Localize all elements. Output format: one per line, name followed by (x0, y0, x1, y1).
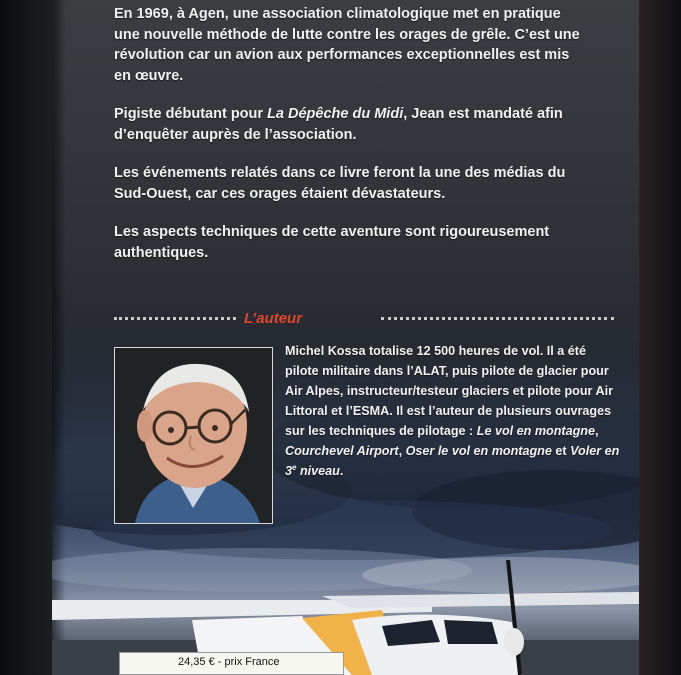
newspaper-title: La Dépêche du Midi (267, 106, 404, 122)
author-section-divider (114, 310, 614, 333)
dotted-rule-right (381, 317, 614, 320)
bio-end: . (339, 464, 344, 478)
back-cover-blurb (114, 4, 584, 281)
price-sticker (119, 652, 344, 675)
book-title-4-suffix: niveau (296, 464, 340, 478)
blurb-p2-end: , Jean est mandaté afin d’enquêter auprès de l’association. (114, 106, 563, 143)
blurb-paragraph-3: Les événements relatés dans ce livre feront la une des médias du Sud-Ouest, car ces orages étaient dévastateurs. (114, 165, 566, 202)
bio-intro: Michel Kossa totalise 12 500 heures de vol. Il a été pilote militaire dans l’ALAT, puis pilote de glacier pour Air Alpes, instructeur/testeur glaciers et pilote pour Air Littoral et l’ESMA. Il est l’auteur de plusieurs ouvrages sur les techniques de pilotage : (285, 344, 613, 438)
book-title-3: Oser le vol en montagne (405, 444, 552, 458)
table-surface-left (0, 0, 52, 675)
blurb-paragraph-4: Les aspects techniques de cette aventure sont rigoureusement authentiques. (114, 224, 550, 261)
bio-separator-3: et (551, 444, 571, 458)
author-heading: L’auteur (244, 310, 303, 327)
book-title-1: Le vol en montagne (476, 424, 596, 438)
blurb-paragraph-1: En 1969, à Agen, une association climatologique met en pratique une nouvelle méthode de lutte contre les orages de grêle. C’est une révolution car un avion aux performances exceptionnelles est mis en œuvre. (114, 6, 580, 84)
author-photo (114, 347, 273, 524)
blurb-paragraph-2 (114, 104, 584, 145)
book-back-cover (52, 0, 639, 675)
author-portrait-image (115, 348, 272, 523)
book-title-4-prefix: Voler en 3 (285, 444, 620, 478)
bio-separator-2: , (398, 444, 406, 458)
bio-separator-1: , (595, 424, 599, 438)
dotted-rule-left (114, 317, 236, 320)
blurb-p2-start: Pigiste débutant pour (114, 106, 268, 122)
price-label: 24,35 € - prix France (178, 656, 280, 668)
table-surface-right (639, 0, 681, 675)
book-title-4-superscript: e (292, 462, 297, 472)
author-biography (285, 341, 623, 481)
book-title-2: Courchevel Airport (285, 444, 399, 458)
